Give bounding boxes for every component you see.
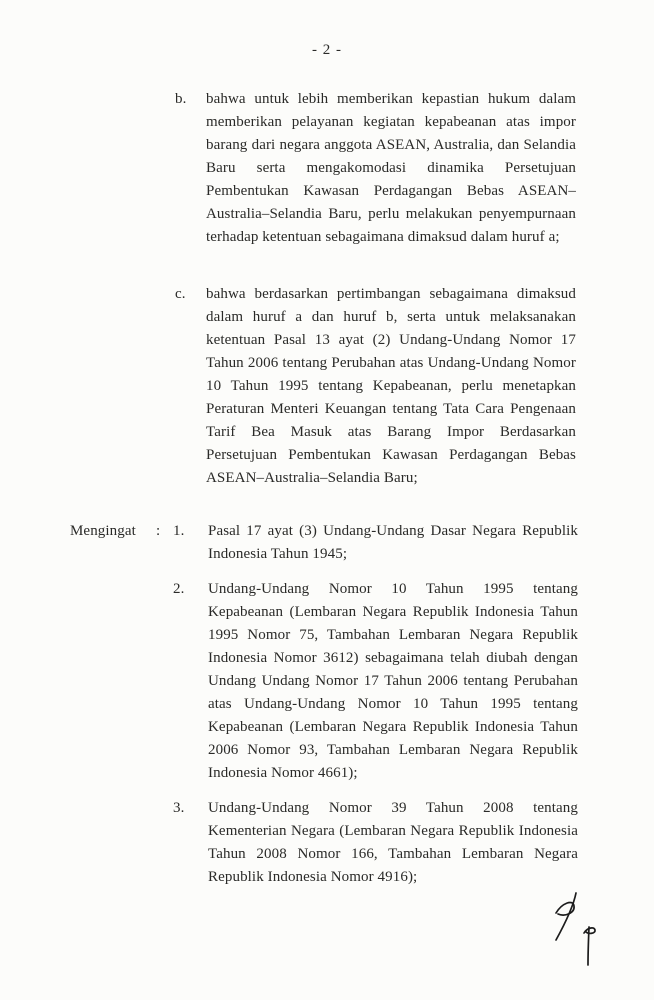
legal-basis-item-2 <box>173 578 578 785</box>
legal-basis-text: Pasal 17 ayat (3) Undang-Undang Dasar Negara Republik Indonesia Tahun 1945; <box>208 523 578 562</box>
consideration-label-b: b. <box>175 91 187 107</box>
legal-basis-text: Undang-Undang Nomor 39 Tahun 2008 tentang Kementerian Negara (Lembaran Negara Republik Indonesia Tahun 2008 Nomor 166, Tambahan Lembaran Negara Republik Indonesia Nomor 4916); <box>208 800 578 885</box>
legal-basis-item-1 <box>173 520 578 566</box>
consideration-text-b: bahwa untuk lebih memberikan kepastian hukum dalam memberikan pelayanan kegiatan kepabeanan atas impor barang dari negara anggota ASEAN, Australia, dan Selandia Baru serta mengakomodasi dinamika Persetujuan Pembentukan Kawasan Perdagangan Bebas ASEAN–Australia–Selandia Baru, perlu melakukan penyempurnaan terhadap ketentuan sebagaimana dimaksud dalam huruf a; <box>206 91 576 245</box>
paraf-initial-icon <box>543 888 607 972</box>
page-number: - 2 - <box>312 42 342 58</box>
legal-basis-number: 2. <box>173 581 185 597</box>
legal-basis-number: 3. <box>173 800 185 816</box>
legal-basis-number: 1. <box>173 523 185 539</box>
legal-basis-section <box>70 520 580 901</box>
consideration-item-c <box>175 283 577 490</box>
legal-basis-list <box>173 520 578 901</box>
legal-basis-text: Undang-Undang Nomor 10 Tahun 1995 tentang Kepabeanan (Lembaran Negara Republik Indonesia Tahun 1995 Nomor 75, Tambahan Lembaran Negara Republik Indonesia Nomor 3612) sebagaimana telah diubah dengan Undang Undang Nomor 17 Tahun 2006 tentang Perubahan atas Undang-Undang Nomor 10 Tahun 1995 tentang Kepabeanan (Lembaran Negara Republik Indonesia Tahun 2006 Nomor 93, Tambahan Lembaran Negara Republik Indonesia Nomor 4661); <box>208 581 578 781</box>
consideration-text-c: bahwa berdasarkan pertimbangan sebagaimana dimaksud dalam huruf a dan huruf b, serta untuk melaksanakan ketentuan Pasal 13 ayat (2) Undang-Undang Nomor 17 Tahun 2006 tentang Perubahan atas Undang-Undang Nomor 10 Tahun 1995 tentang Kepabeanan, perlu menetapkan Peraturan Menteri Keuangan tentang Tata Cara Pengenaan Tarif Bea Masuk atas Barang Impor Berdasarkan Persetujuan Pembentukan Kawasan Perdagangan Bebas ASEAN–Australia–Selandia Baru; <box>206 286 576 486</box>
consideration-label-c: c. <box>175 286 186 302</box>
consideration-item-b <box>175 88 577 249</box>
mengingat-label: Mengingat <box>70 523 136 539</box>
handwritten-initials <box>543 888 607 972</box>
legal-basis-item-3 <box>173 797 578 889</box>
mengingat-colon: : <box>156 523 161 539</box>
